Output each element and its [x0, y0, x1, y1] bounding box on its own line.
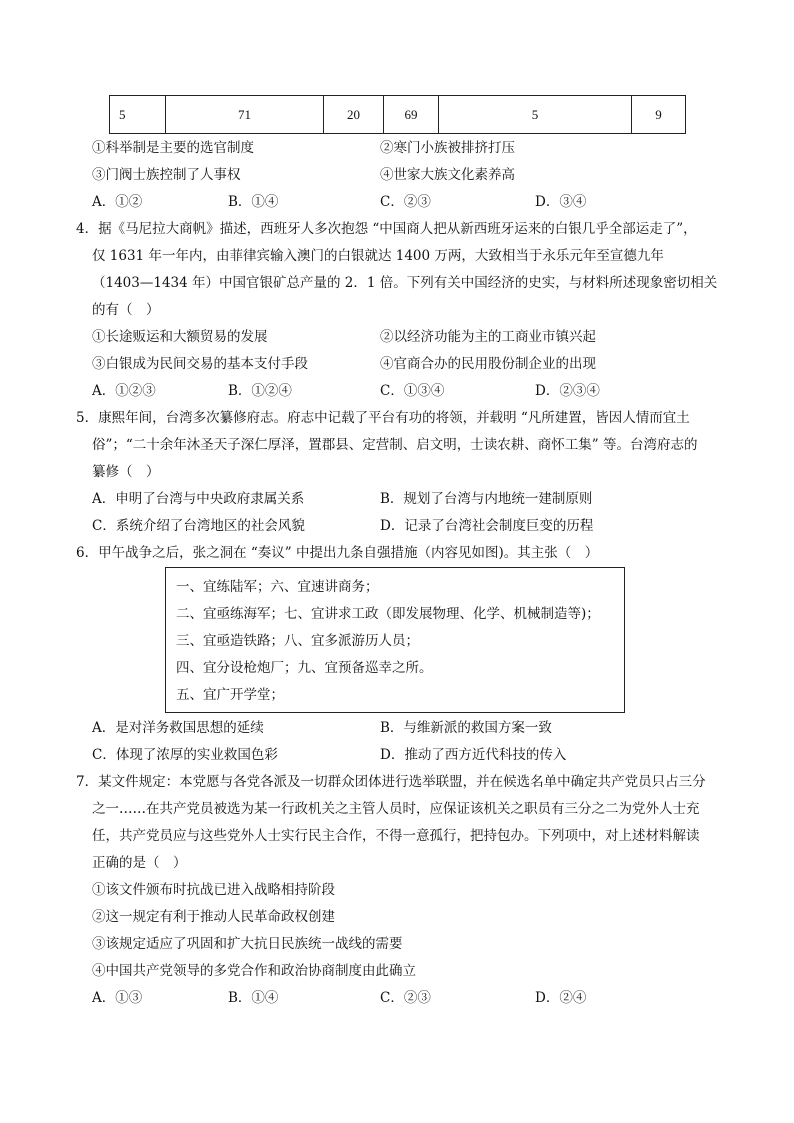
- q5-stem-line: 俗”；“二十余年沐圣天子深仁厚泽，置郡县、定营制、启文明，士读农耕、商怀工集” 等。台湾府志的: [92, 437, 698, 453]
- q7-option-c: C．②③: [380, 990, 431, 1006]
- q3-option-a: A．①②: [92, 194, 143, 210]
- q7-stem-line: 7．某文件规定：本党愿与各党各派及一切群众团体进行选举联盟，并在候选名单中确定共产党员只占三分: [76, 774, 706, 790]
- data-table: [109, 95, 686, 134]
- q3-option-d: D．③④: [535, 194, 587, 210]
- q5-option-a: A．申明了台湾与中央政府隶属关系: [92, 491, 305, 507]
- q3-item-2: ②寒门小族被排挤打压: [380, 140, 515, 156]
- q7-option-a: A．①③: [92, 990, 143, 1006]
- table-cell: 5: [439, 96, 632, 134]
- q5-stem-line: 5．康熙年间，台湾多次纂修府志。府志中记载了平台有功的将领，并载明 “凡所建置，皆因人情而宜土: [76, 410, 690, 426]
- q4-item-2: ②以经济功能为主的工商业市镇兴起: [380, 329, 596, 345]
- q4-option-c: C．①③④: [380, 383, 445, 399]
- q3-item-3: ③门阀士族控制了人事权: [92, 167, 241, 183]
- q6-box-line: 一、宜练陆军；六、宜速讲商务；: [176, 579, 379, 595]
- q7-stem-line: 任，共产党员应与这些党外人士实行民主合作，不得一意孤行，把持包办。下列项中，对上述材料解读: [92, 828, 700, 844]
- q6-box-line: 四、宜分设枪炮厂；九、宜预备巡幸之所。: [176, 660, 433, 676]
- table-row: [110, 96, 686, 134]
- q4-stem-line: 仅 1631 年一年内，由菲律宾输入澳门的白银就达 1400 万两，大致相当于永乐元年至宣德九年: [92, 248, 664, 264]
- q3-option-c: C．②③: [380, 194, 431, 210]
- q6-measures-box: [165, 567, 625, 713]
- q3-option-b: B．①④: [228, 194, 279, 210]
- q6-box-line: 三、宜亟造铁路；八、宜多派游历人员；: [176, 633, 419, 649]
- q6-option-a: A．是对洋务救国思想的延续: [92, 720, 264, 736]
- table-cell: 20: [324, 96, 384, 134]
- q3-item-1: ①科举制是主要的选官制度: [92, 140, 254, 156]
- table-cell: 71: [166, 96, 324, 134]
- q4-stem-line: 的有（ ）: [92, 302, 160, 318]
- q6-box-line: 五、宜广开学堂；: [176, 687, 284, 703]
- q6-box-line: 二、宜亟练海军；七、宜讲求工政（即发展物理、化学、机械制造等)；: [176, 606, 600, 622]
- q7-stem-line: 正确的是（ ）: [92, 855, 187, 871]
- q4-option-b: B．①②④: [228, 383, 292, 399]
- q4-item-1: ①长途贩运和大额贸易的发展: [92, 329, 268, 345]
- q6-option-c: C．体现了浓厚的实业救国色彩: [92, 747, 278, 763]
- table-cell: 5: [110, 96, 166, 134]
- table-cell: 9: [632, 96, 686, 134]
- q5-stem-line: 纂修（ ）: [92, 464, 160, 480]
- q6-option-b: B．与维新派的救国方案一致: [380, 720, 552, 736]
- q7-option-b: B．①④: [228, 990, 279, 1006]
- q7-item-3: ③该规定适应了巩固和扩大抗日民族统一战线的需要: [92, 936, 403, 952]
- q7-item-2: ②这一规定有利于推动人民革命政权创建: [92, 909, 335, 925]
- q5-option-d: D．记录了台湾社会制度巨变的历程: [380, 518, 594, 534]
- q4-option-a: A．①②③: [92, 383, 156, 399]
- q7-item-1: ①该文件颁布时抗战已进入战略相持阶段: [92, 882, 335, 898]
- q4-option-d: D．②③④: [535, 383, 600, 399]
- q4-stem-line: （1403—1434 年）中国官银矿总产量的 2．1 倍。下列有关中国经济的史实，与材料所述现象密切相关: [92, 275, 718, 291]
- q3-item-4: ④世家大族文化素养高: [380, 167, 515, 183]
- table-cell: 69: [384, 96, 439, 134]
- q5-option-b: B．规划了台湾与内地统一建制原则: [380, 491, 593, 507]
- q5-option-c: C．系统介绍了台湾地区的社会风貌: [92, 518, 305, 534]
- q4-item-3: ③白银成为民间交易的基本支付手段: [92, 356, 308, 372]
- q4-stem-line: 4．据《马尼拉大商帆》描述，西班牙人多次抱怨 “中国商人把从新西班牙运来的白银几乎全部运走了”，: [76, 221, 697, 237]
- q7-option-d: D．②④: [535, 990, 587, 1006]
- q7-item-4: ④中国共产党领导的多党合作和政治协商制度由此确立: [92, 963, 416, 979]
- q7-stem-line: 之一……在共产党员被选为某一行政机关之主管人员时，应保证该机关之职员有三分之二为党外人士充: [92, 801, 700, 817]
- q6-option-d: D．推动了西方近代科技的传入: [380, 747, 567, 763]
- q4-item-4: ④官商合办的民用股份制企业的出现: [380, 356, 596, 372]
- q6-stem: 6．甲午战争之后，张之洞在 “奏议” 中提出九条自强措施（内容见如图)。其主张（ ）: [76, 545, 599, 561]
